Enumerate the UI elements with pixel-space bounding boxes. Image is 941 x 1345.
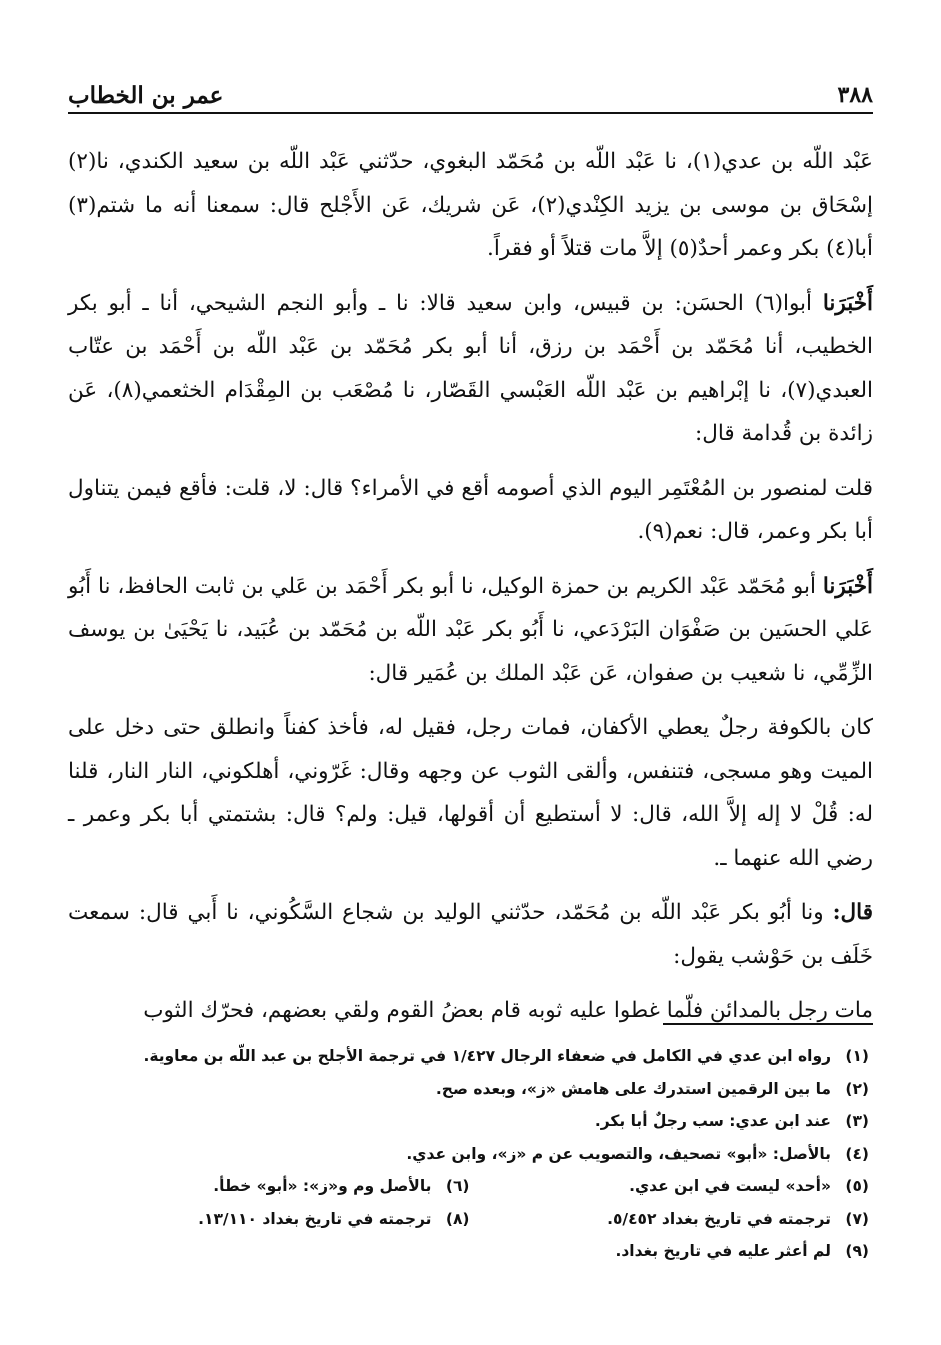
footnote-7 xyxy=(470,1203,870,1236)
footnote-4 xyxy=(70,1138,869,1171)
page-number: ٣٨٨ xyxy=(837,82,873,108)
paragraph-4 xyxy=(68,565,873,696)
footnote-number: (٩) xyxy=(845,1242,869,1260)
main-text xyxy=(68,140,873,1044)
footnote-number: (٥) xyxy=(845,1177,869,1195)
running-title: عمر بن الخطاب xyxy=(68,81,224,109)
paragraph-lead: أَخْبَرَنا xyxy=(822,290,873,316)
footnote-3 xyxy=(70,1105,869,1138)
paragraph-text: أبوا(٦) الحسَن: بن قبيس، وابن سعيد قالا: نا ـ وأبو النجم الشيحي، أنا ـ أبو بكر الخطيب، أنا مُحَمّد بن أَحْمَد بن رزق، أنا أبو بكر مُحَمّد بن عَبْد اللّه بن أَحْمَد بن عتّاب العبدي(٧)، نا إبْراهيم بن عَبْد اللّه العَبْسي القَصّار، نا مُصْعَب بن المِقْدَام الخثعمي(٨)، عَن زائدة بن قُدامة قال: xyxy=(68,290,873,446)
footnote-number: (٢) xyxy=(845,1079,869,1098)
paragraph-6 xyxy=(68,891,873,978)
paragraph-lead: قال: xyxy=(832,900,873,925)
paragraph-1: عَبْد اللّه بن عدي(١)، نا عَبْد اللّه بن مُحَمّد البغوي، حدّثني عَبْد اللّه بن سعيد الكندي، نا(٢) إسْحَاق بن موسى بن يزيد الكِنْدي(٢)، عَن شريك، عَن الأَجْلح قال: سمعنا أنه ما شتم(٣) أبا(٤) بكر وعمر أحدٌ(٥) إلاَّ مات قتلاً أو فقراً. xyxy=(68,149,873,261)
footnote-number: (٣) xyxy=(845,1112,869,1130)
footnote-text: بالأصل وم و«ز»: «أبو» خطأ. xyxy=(213,1177,432,1195)
footnote-5 xyxy=(470,1170,870,1203)
footnote-divider xyxy=(663,1023,873,1025)
footnote-text: ما بين الرقمين استدرك على هامش «ز»، وبعده صح. xyxy=(435,1079,831,1098)
footnote-row xyxy=(70,1203,869,1236)
paragraph-text: ونا أبُو بكر عَبْد اللّه بن مُحَمّد، حدّثني الوليد بن شجاع السَّكُوني، نا أَبي قال: سمعت خَلَف بن حَوْشب يقول: xyxy=(68,900,873,969)
footnotes xyxy=(70,1040,869,1268)
paragraph-text: أبو مُحَمّد عَبْد الكريم بن حمزة الوكيل، نا أبو بكر أَحْمَد بن عَلي بن ثابت الحافظ، نا أَبُو عَلي الحسَين بن صَفْوَان البَرْدَعي، نا أَبُو بكر عَبْد اللّه بن مُحَمّد بن عُبَيد، نا يَحْيَىٰ بن يوسف الزِّمِّي، نا شعيب بن صفوان، عَن عَبْد الملك بن عُمَير قال: xyxy=(68,573,873,686)
footnote-text: لم أعثر عليه في تاريخ بغداد. xyxy=(615,1242,831,1260)
footnote-number: (٤) xyxy=(845,1144,869,1163)
footnote-number: (١) xyxy=(845,1047,869,1065)
paragraph-2 xyxy=(68,282,873,456)
footnote-text: بالأصل: «أبو» تصحيف، والتصويب عن م «ز»، وابن عدي. xyxy=(406,1144,831,1163)
paragraph-lead: أَخْبَرَنا xyxy=(822,573,873,599)
footnote-number: (٧) xyxy=(845,1209,869,1228)
footnote-text: عند ابن عدي: سب رجلٌ أبا بكر. xyxy=(594,1112,831,1130)
footnote-text: ترجمته في تاريخ بغداد ٥/٤٥٢. xyxy=(607,1209,831,1228)
footnote-8 xyxy=(70,1203,470,1236)
footnote-9 xyxy=(70,1235,869,1268)
footnote-6 xyxy=(70,1170,470,1203)
footnote-row xyxy=(70,1170,869,1203)
footnote-text: ترجمته في تاريخ بغداد ١٣/١١٠. xyxy=(198,1209,432,1228)
footnote-1 xyxy=(70,1040,869,1073)
footnote-2 xyxy=(70,1073,869,1106)
footnote-text: «أحد» ليست في ابن عدي. xyxy=(629,1177,831,1195)
running-header xyxy=(68,78,873,114)
paragraph-5: كان بالكوفة رجلٌ يعطي الأكفان، فمات رجل، فقيل له، فأخذ كفناً وانطلق حتى دخل على الميت وهو مسجى، فتنفس، وألقى الثوب عن وجهه وقال: غَرّوني، أهلكوني، النار النار، قلنا له: قُلْ لا إله إلاَّ الله، قال: لا أستطيع أن أقولها، قيل: ولم؟ قال: بشتمتي أبا بكر وعمر ـ رضي الله عنهما ـ. xyxy=(68,715,873,871)
paragraph-3: قلت لمنصور بن المُعْتَمِر اليوم الذي أصومه أقع في الأمراء؟ قال: لا، قلت: فأقع فيمن يتناول أبا بكر وعمر، قال: نعم(٩). xyxy=(68,475,873,544)
footnote-number: (٨) xyxy=(445,1209,470,1228)
paragraph-7: مات رجل بالمدائن فلّما غطوا عليه ثوبه قام بعضُ القوم ولقي بعضهم، فحرّك الثوب xyxy=(143,998,873,1023)
footnote-number: (٦) xyxy=(445,1177,470,1195)
footnote-text: رواه ابن عدي في الكامل في ضعفاء الرجال ١/٤٢٧ في ترجمة الأجلح بن عبد اللّه بن معاوية. xyxy=(143,1047,831,1065)
